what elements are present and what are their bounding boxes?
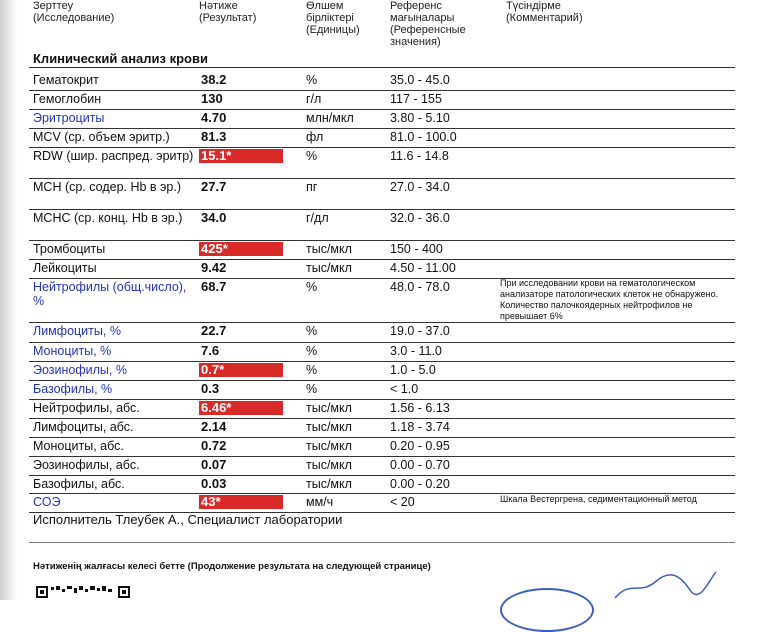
test-name[interactable]: Лимфоциты, % xyxy=(33,324,121,338)
result-value: 130 xyxy=(201,91,223,106)
result-value: 34.0 xyxy=(201,210,227,225)
result-value: 4.70 xyxy=(201,110,227,125)
reference-range: 0.20 - 0.95 xyxy=(390,439,450,453)
unit-value: % xyxy=(306,382,318,396)
reference-range: 1.56 - 6.13 xyxy=(390,401,450,415)
unit-value: % xyxy=(306,149,318,163)
test-name: MCHC (ср. конц. Hb в эр.) xyxy=(33,211,183,225)
table-row xyxy=(0,71,764,90)
reference-range: 3.80 - 5.10 xyxy=(390,111,450,125)
table-row xyxy=(0,278,764,322)
reference-range: 32.0 - 36.0 xyxy=(390,211,450,225)
test-name: Тромбоциты xyxy=(33,242,106,256)
unit-value: % xyxy=(306,363,318,377)
table-row xyxy=(0,240,764,259)
test-name: Лимфоциты, абс. xyxy=(33,420,134,434)
result-value-flagged: 43* xyxy=(199,495,283,509)
section-title: Клинический анализ крови xyxy=(33,51,208,66)
reference-range: 4.50 - 11.00 xyxy=(390,261,456,275)
table-row xyxy=(0,456,764,475)
unit-value: тыс/мкл xyxy=(306,401,352,415)
reference-range: 48.0 - 78.0 xyxy=(390,280,450,294)
test-name[interactable]: Базофилы, % xyxy=(33,382,113,396)
test-name: MCV (ср. объем эритр.) xyxy=(33,130,170,144)
unit-value: тыс/мкл xyxy=(306,439,352,453)
section-divider xyxy=(29,67,735,68)
test-name: Эозинофилы, абс. xyxy=(33,458,140,472)
header-comment: Түсіндірме (Комментарий) xyxy=(506,0,583,24)
test-name[interactable]: Эритроциты xyxy=(33,111,105,125)
table-row xyxy=(0,322,764,342)
executor-line: Исполнитель Тлеубек А., Специалист лаборатории xyxy=(33,512,343,527)
table-row xyxy=(0,493,764,512)
table-row xyxy=(0,437,764,456)
result-value: 22.7 xyxy=(201,323,227,338)
result-value-flagged: 425* xyxy=(199,242,283,256)
continuation-note: Нәтиженің жалғасы келесі бетте (Продолжение результата на следующей странице) xyxy=(33,561,431,572)
unit-value: пг xyxy=(306,180,318,194)
unit-value: % xyxy=(306,73,318,87)
reference-range: 19.0 - 37.0 xyxy=(390,324,450,338)
test-name: Нейтрофилы, абс. xyxy=(33,401,140,415)
table-row xyxy=(0,90,764,109)
test-name[interactable]: СОЭ xyxy=(33,495,61,509)
comment-text: Шкала Вестергрена, седиментационный метод xyxy=(500,494,697,504)
test-name: Базофилы, абс. xyxy=(33,477,125,491)
reference-range: 3.0 - 11.0 xyxy=(390,344,442,358)
result-value: 38.2 xyxy=(201,72,227,87)
test-name: Лейкоциты xyxy=(33,261,97,275)
table-row xyxy=(0,109,764,128)
result-value: 81.3 xyxy=(201,129,227,144)
test-name[interactable]: Эозинофилы, % xyxy=(33,363,127,377)
result-value-flagged: 6.46* xyxy=(199,401,283,415)
table-row xyxy=(0,342,764,361)
reference-range: 27.0 - 34.0 xyxy=(390,180,450,194)
result-value: 0.07 xyxy=(201,457,227,472)
result-value: 68.7 xyxy=(201,279,227,294)
reference-range: 117 - 155 xyxy=(390,92,442,106)
test-name: Гематокрит xyxy=(33,73,99,87)
result-value: 0.72 xyxy=(201,438,227,453)
table-row xyxy=(0,475,764,493)
header-result: Нәтиже (Результат) xyxy=(199,0,257,24)
footer-divider xyxy=(29,542,735,543)
qr-code-icon xyxy=(36,584,132,600)
unit-value: фл xyxy=(306,130,324,144)
signature-icon xyxy=(610,570,720,600)
table-row xyxy=(0,178,764,209)
unit-value: тыс/мкл xyxy=(306,261,352,275)
reference-range: 35.0 - 45.0 xyxy=(390,73,450,87)
unit-value: % xyxy=(306,344,318,358)
result-value: 27.7 xyxy=(201,179,227,194)
header-units: Өлшем бірліктері (Единицы) xyxy=(306,0,360,36)
unit-value: г/дл xyxy=(306,211,329,225)
table-row xyxy=(0,361,764,380)
reference-range: 1.18 - 3.74 xyxy=(390,420,450,434)
test-name: RDW (шир. распред. эритр) xyxy=(33,149,194,163)
reference-range: 11.6 - 14.8 xyxy=(390,149,449,163)
reference-range: 0.00 - 0.70 xyxy=(390,458,450,472)
unit-value: % xyxy=(306,324,318,338)
comment-text: При исследовании крови на гематологическом анализаторе патологических клеток не обнаружено. Количество палочкоядерных нейтрофилов не превышает 6% xyxy=(500,278,719,321)
unit-value: мм/ч xyxy=(306,495,334,509)
reference-range: < 1.0 xyxy=(390,382,419,396)
table-row xyxy=(0,418,764,437)
unit-value: тыс/мкл xyxy=(306,458,352,472)
table-row xyxy=(0,259,764,278)
reference-range: 0.00 - 0.20 xyxy=(390,477,450,491)
reference-range: 1.0 - 5.0 xyxy=(390,363,436,377)
header-study: Зерттеу (Исследование) xyxy=(33,0,115,24)
unit-value: тыс/мкл xyxy=(306,420,352,434)
test-name[interactable]: Моноциты, % xyxy=(33,344,112,358)
result-value: 0.03 xyxy=(201,476,227,491)
unit-value: г/л xyxy=(306,92,322,106)
result-value-flagged: 0.7* xyxy=(199,363,283,377)
test-name: Гемоглобин xyxy=(33,92,102,106)
reference-range: 150 - 400 xyxy=(390,242,443,256)
result-value: 0.3 xyxy=(201,381,220,396)
header-reference: Референс мағыналары (Референсные значения) xyxy=(390,0,466,48)
table-row xyxy=(0,209,764,240)
result-value: 9.42 xyxy=(201,260,227,275)
unit-value: тыс/мкл xyxy=(306,242,352,256)
table-row xyxy=(0,399,764,418)
reference-range: 81.0 - 100.0 xyxy=(390,130,457,144)
table-row xyxy=(0,380,764,399)
table-row xyxy=(0,128,764,147)
unit-value: млн/мкл xyxy=(306,111,354,125)
result-value: 7.6 xyxy=(201,343,220,358)
table-row xyxy=(0,147,764,178)
reference-range: < 20 xyxy=(390,495,415,509)
test-name: Моноциты, абс. xyxy=(33,439,124,453)
unit-value: % xyxy=(306,280,318,294)
result-value: 2.14 xyxy=(201,419,227,434)
test-name[interactable]: Нейтрофилы (общ.число), % xyxy=(33,280,187,308)
unit-value: тыс/мкл xyxy=(306,477,352,491)
result-value-flagged: 15.1* xyxy=(199,149,283,163)
test-name: MCH (ср. содер. Hb в эр.) xyxy=(33,180,181,194)
stamp-icon xyxy=(500,588,594,632)
